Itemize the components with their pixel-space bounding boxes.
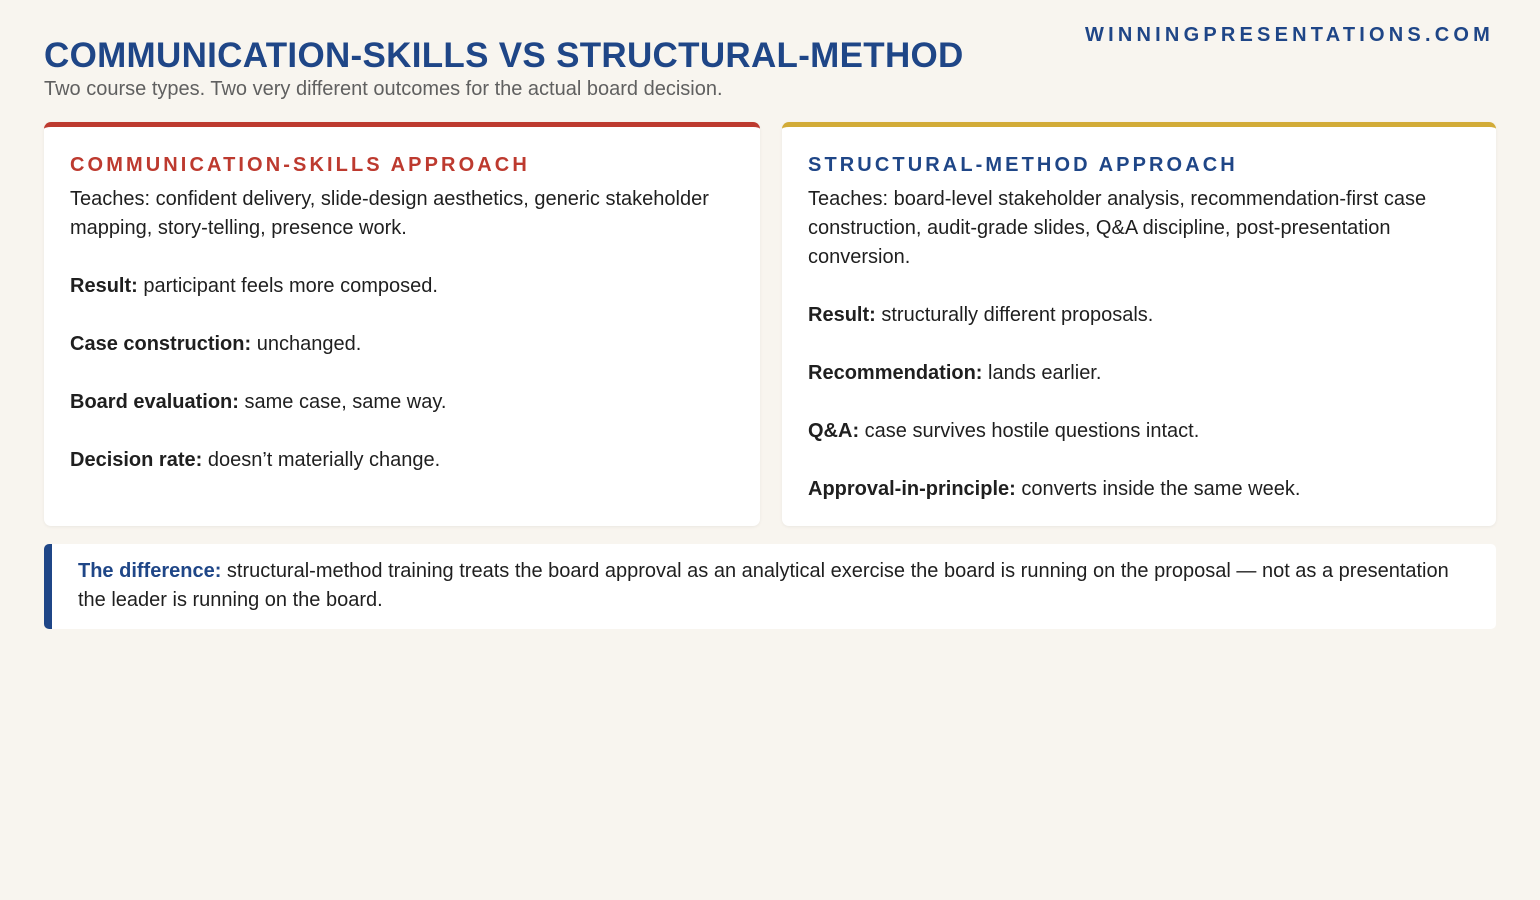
point-qa [808, 417, 1470, 446]
point-label: Result: [808, 304, 876, 326]
teaches-text: Teaches: board-level stakeholder analysis, recommendation-first case construction, audit-grade slides, Q&A discipline, post-presentation conversion. [808, 188, 1427, 268]
point-decision-rate [70, 446, 734, 475]
teaches-text: Teaches: confident delivery, slide-design aesthetics, generic stakeholder mapping, story-telling, presence work. [70, 188, 709, 239]
point-label: Result: [70, 275, 138, 297]
point-text: doesn’t materially change. [202, 449, 441, 471]
callout-text: structural-method training treats the board approval as an analytical exercise the board is running on the proposal — not as a presentation the leader is running on the board. [78, 560, 1449, 611]
point-text: same case, same way. [238, 391, 447, 413]
communication-skills-card [44, 122, 760, 526]
point-text: lands earlier. [982, 362, 1102, 384]
brand-wordmark: WINNINGPRESENTATIONS.COM [1085, 24, 1494, 46]
callout-lead: The difference: [78, 560, 222, 582]
point-recommendation [808, 359, 1470, 388]
point-text: participant feels more composed. [137, 275, 438, 297]
point-label: Board evaluation: [70, 391, 239, 413]
point-label: Recommendation: [808, 362, 983, 384]
point-case-construction [70, 330, 734, 359]
point-label: Case construction: [70, 333, 252, 355]
point-text: case survives hostile questions intact. [859, 420, 1200, 442]
point-label: Q&A: [808, 420, 860, 442]
point-result [70, 272, 734, 301]
page-title: COMMUNICATION-SKILLS VS STRUCTURAL-METHOD [44, 36, 964, 75]
card-heading: COMMUNICATION-SKILLS APPROACH [70, 154, 530, 176]
point-text: unchanged. [251, 333, 362, 355]
point-approval-in-principle [808, 475, 1470, 504]
point-board-evaluation [70, 388, 734, 417]
point-result [808, 301, 1470, 330]
structural-method-card [782, 122, 1496, 526]
card-heading: STRUCTURAL-METHOD APPROACH [808, 154, 1238, 176]
point-label: Approval-in-principle: [808, 478, 1016, 500]
point-label: Decision rate: [70, 449, 203, 471]
difference-callout [44, 544, 1496, 629]
page-subtitle: Two course types. Two very different outcomes for the actual board decision. [44, 78, 723, 100]
point-text: structurally different proposals. [875, 304, 1154, 326]
point-text: converts inside the same week. [1015, 478, 1301, 500]
